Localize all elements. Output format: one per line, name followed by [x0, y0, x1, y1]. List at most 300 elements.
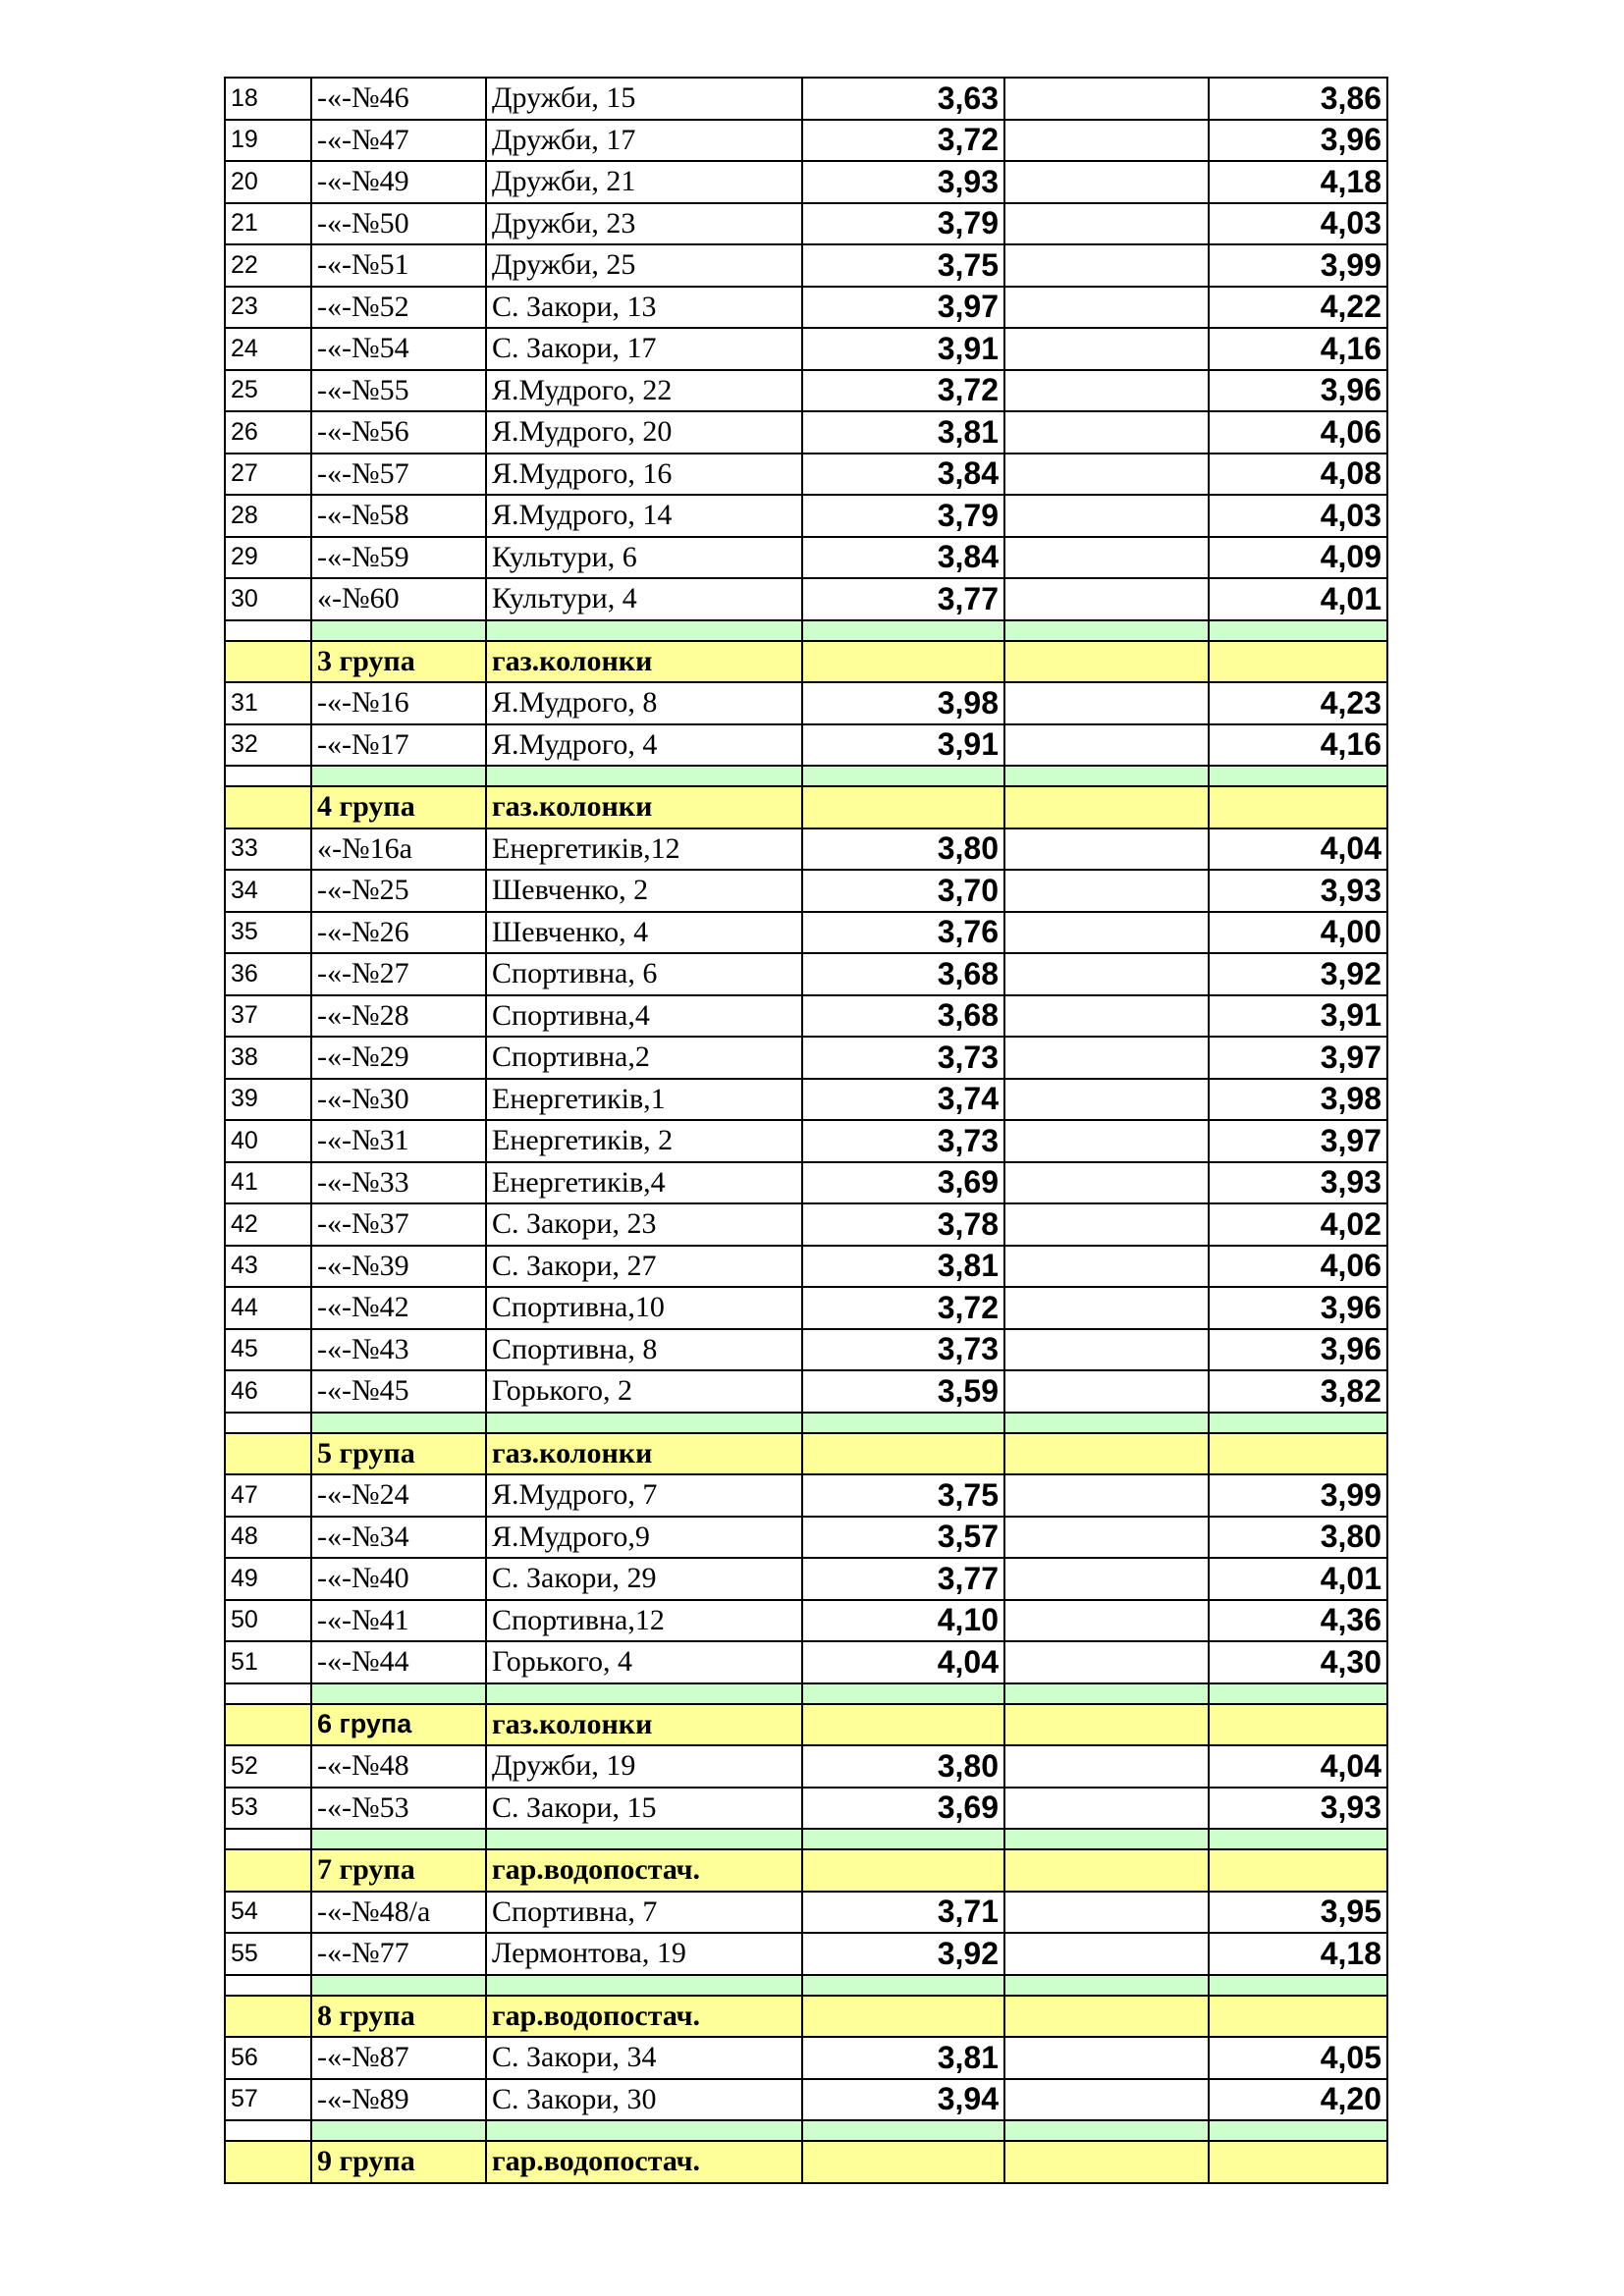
table-row — [225, 724, 1387, 767]
value-2: 4,05 — [1209, 2037, 1387, 2079]
empty-cell — [225, 786, 311, 828]
row-number: 35 — [225, 912, 311, 954]
empty-cell — [802, 1849, 1004, 1892]
empty-cell — [1004, 244, 1209, 287]
meter-code: -«-№28 — [311, 995, 486, 1038]
empty-cell — [1004, 370, 1209, 412]
row-number: 21 — [225, 203, 311, 245]
empty-cell — [1004, 641, 1209, 683]
table-row — [225, 2037, 1387, 2079]
address: Культури, 6 — [486, 537, 802, 579]
meter-code: -«-№56 — [311, 411, 486, 454]
row-number: 36 — [225, 953, 311, 995]
empty-cell — [1004, 1933, 1209, 1975]
row-number: 49 — [225, 1558, 311, 1600]
empty-cell — [1004, 1329, 1209, 1371]
group-description: газ.колонки — [486, 1433, 802, 1475]
spacer-cell — [225, 620, 311, 641]
group-label: 6 група — [311, 1704, 486, 1746]
row-number: 54 — [225, 1892, 311, 1934]
empty-cell — [802, 1704, 1004, 1746]
value-1: 3,74 — [802, 1079, 1004, 1121]
row-number: 37 — [225, 995, 311, 1038]
table-row — [225, 2079, 1387, 2121]
value-1: 3,81 — [802, 411, 1004, 454]
empty-cell — [1004, 1037, 1209, 1079]
address: Лермонтова, 19 — [486, 1933, 802, 1975]
value-1: 3,73 — [802, 1329, 1004, 1371]
value-2: 4,08 — [1209, 454, 1387, 496]
value-1: 3,81 — [802, 1246, 1004, 1288]
table-row — [225, 1558, 1387, 1600]
spacer-cell — [486, 2120, 802, 2141]
spacer-cell — [486, 1683, 802, 1704]
value-2: 3,99 — [1209, 244, 1387, 287]
spacer-cell — [802, 1413, 1004, 1433]
empty-cell — [1004, 1745, 1209, 1788]
value-1: 3,91 — [802, 328, 1004, 370]
address: Спортивна,2 — [486, 1037, 802, 1079]
value-2: 3,95 — [1209, 1892, 1387, 1934]
value-2: 3,98 — [1209, 1079, 1387, 1121]
table-row — [225, 870, 1387, 912]
value-2: 4,36 — [1209, 1600, 1387, 1642]
empty-cell — [1004, 1996, 1209, 2038]
empty-cell — [225, 1433, 311, 1475]
spacer-cell — [311, 766, 486, 786]
row-number: 50 — [225, 1600, 311, 1642]
row-number: 25 — [225, 370, 311, 412]
value-2: 4,09 — [1209, 537, 1387, 579]
row-number: 43 — [225, 1246, 311, 1288]
value-2: 4,20 — [1209, 2079, 1387, 2121]
spacer-cell — [225, 766, 311, 786]
address: Горького, 2 — [486, 1370, 802, 1413]
empty-cell — [1004, 1641, 1209, 1683]
table-row — [225, 1745, 1387, 1788]
meter-code: «-№16а — [311, 828, 486, 871]
row-number: 31 — [225, 682, 311, 724]
group-header-row — [225, 786, 1387, 828]
empty-cell — [1004, 2079, 1209, 2121]
spacer-cell — [802, 1683, 1004, 1704]
table-row — [225, 953, 1387, 995]
value-2: 3,97 — [1209, 1037, 1387, 1079]
empty-cell — [1004, 1370, 1209, 1413]
value-1: 3,84 — [802, 454, 1004, 496]
empty-cell — [1004, 2037, 1209, 2079]
value-2: 4,23 — [1209, 682, 1387, 724]
meter-code: -«-№27 — [311, 953, 486, 995]
empty-cell — [1004, 1287, 1209, 1329]
group-header-row — [225, 1433, 1387, 1475]
meter-code: -«-№53 — [311, 1788, 486, 1830]
spacer-cell — [225, 2120, 311, 2141]
address: Я.Мудрого,9 — [486, 1517, 802, 1559]
meter-code: -«-№58 — [311, 495, 486, 537]
group-description: газ.колонки — [486, 641, 802, 683]
address: Енергетиків,4 — [486, 1162, 802, 1204]
empty-cell — [1209, 1433, 1387, 1475]
address: Спортивна,12 — [486, 1600, 802, 1642]
value-1: 3,68 — [802, 995, 1004, 1038]
value-1: 3,84 — [802, 537, 1004, 579]
value-1: 3,91 — [802, 724, 1004, 767]
value-2: 3,93 — [1209, 870, 1387, 912]
table-row — [225, 1287, 1387, 1329]
spacer-cell — [311, 1413, 486, 1433]
table-row — [225, 328, 1387, 370]
table-row — [225, 1079, 1387, 1121]
value-2: 3,86 — [1209, 78, 1387, 120]
empty-cell — [1004, 828, 1209, 871]
empty-cell — [1004, 1892, 1209, 1934]
value-1: 4,04 — [802, 1641, 1004, 1683]
spacer-row — [225, 1413, 1387, 1433]
empty-cell — [1004, 1849, 1209, 1892]
spacer-row — [225, 2120, 1387, 2141]
address: Дружби, 23 — [486, 203, 802, 245]
row-number: 18 — [225, 78, 311, 120]
group-label: 9 група — [311, 2141, 486, 2183]
empty-cell — [1004, 1433, 1209, 1475]
value-2: 4,04 — [1209, 828, 1387, 871]
table-row — [225, 370, 1387, 412]
spacer-cell — [1004, 1413, 1209, 1433]
meter-code: -«-№48 — [311, 1745, 486, 1788]
table-row — [225, 454, 1387, 496]
value-1: 4,10 — [802, 1600, 1004, 1642]
empty-cell — [1004, 578, 1209, 620]
empty-cell — [1004, 1558, 1209, 1600]
row-number: 53 — [225, 1788, 311, 1830]
row-number: 33 — [225, 828, 311, 871]
row-number: 34 — [225, 870, 311, 912]
empty-cell — [802, 1996, 1004, 2038]
address: Спортивна,10 — [486, 1287, 802, 1329]
value-1: 3,92 — [802, 1933, 1004, 1975]
address: Горького, 4 — [486, 1641, 802, 1683]
empty-cell — [1004, 537, 1209, 579]
group-description: гар.водопостач. — [486, 1996, 802, 2038]
value-2: 3,96 — [1209, 370, 1387, 412]
group-label: 8 група — [311, 1996, 486, 2038]
row-number: 30 — [225, 578, 311, 620]
value-1: 3,93 — [802, 161, 1004, 203]
empty-cell — [1004, 953, 1209, 995]
spacer-row — [225, 1683, 1387, 1704]
tariff-table — [224, 77, 1388, 2184]
meter-code: -«-№51 — [311, 244, 486, 287]
empty-cell — [1209, 786, 1387, 828]
table-row — [225, 161, 1387, 203]
spacer-cell — [1004, 2120, 1209, 2141]
spacer-cell — [1209, 766, 1387, 786]
value-2: 4,06 — [1209, 1246, 1387, 1288]
empty-cell — [1004, 1203, 1209, 1246]
table-row — [225, 120, 1387, 162]
row-number: 39 — [225, 1079, 311, 1121]
meter-code: -«-№49 — [311, 161, 486, 203]
address: Я.Мудрого, 8 — [486, 682, 802, 724]
address: С. Закори, 27 — [486, 1246, 802, 1288]
empty-cell — [1004, 203, 1209, 245]
meter-code: -«-№48/а — [311, 1892, 486, 1934]
meter-code: -«-№87 — [311, 2037, 486, 2079]
table-row — [225, 578, 1387, 620]
empty-cell — [1004, 870, 1209, 912]
value-2: 3,96 — [1209, 1287, 1387, 1329]
value-1: 3,69 — [802, 1788, 1004, 1830]
value-2: 4,00 — [1209, 912, 1387, 954]
group-label: 5 група — [311, 1433, 486, 1475]
address: Дружби, 25 — [486, 244, 802, 287]
row-number: 23 — [225, 287, 311, 329]
row-number: 48 — [225, 1517, 311, 1559]
spacer-row — [225, 766, 1387, 786]
address: Спортивна, 7 — [486, 1892, 802, 1934]
address: Я.Мудрого, 16 — [486, 454, 802, 496]
address: Спортивна,4 — [486, 995, 802, 1038]
value-2: 4,18 — [1209, 161, 1387, 203]
row-number: 55 — [225, 1933, 311, 1975]
spacer-row — [225, 1829, 1387, 1849]
empty-cell — [1004, 411, 1209, 454]
meter-code: -«-№39 — [311, 1246, 486, 1288]
group-label: 7 група — [311, 1849, 486, 1892]
group-description: гар.водопостач. — [486, 2141, 802, 2183]
value-1: 3,94 — [802, 2079, 1004, 2121]
row-number: 42 — [225, 1203, 311, 1246]
spacer-cell — [486, 1829, 802, 1849]
empty-cell — [1209, 1704, 1387, 1746]
row-number: 57 — [225, 2079, 311, 2121]
meter-code: -«-№47 — [311, 120, 486, 162]
meter-code: -«-№29 — [311, 1037, 486, 1079]
address: Енергетиків,12 — [486, 828, 802, 871]
value-2: 3,93 — [1209, 1162, 1387, 1204]
empty-cell — [1209, 1849, 1387, 1892]
address: Енергетиків, 2 — [486, 1120, 802, 1162]
value-2: 4,02 — [1209, 1203, 1387, 1246]
row-number: 45 — [225, 1329, 311, 1371]
meter-code: -«-№16 — [311, 682, 486, 724]
spacer-cell — [1004, 1829, 1209, 1849]
spacer-cell — [802, 766, 1004, 786]
row-number: 26 — [225, 411, 311, 454]
spacer-cell — [311, 620, 486, 641]
meter-code: -«-№24 — [311, 1474, 486, 1517]
empty-cell — [1004, 912, 1209, 954]
empty-cell — [225, 1849, 311, 1892]
table-row — [225, 1892, 1387, 1934]
table-row — [225, 1037, 1387, 1079]
value-1: 3,73 — [802, 1037, 1004, 1079]
row-number: 56 — [225, 2037, 311, 2079]
meter-code: -«-№26 — [311, 912, 486, 954]
row-number: 20 — [225, 161, 311, 203]
address: С. Закори, 13 — [486, 287, 802, 329]
value-1: 3,76 — [802, 912, 1004, 954]
group-description: газ.колонки — [486, 1704, 802, 1746]
value-2: 4,01 — [1209, 578, 1387, 620]
empty-cell — [225, 2141, 311, 2183]
empty-cell — [1004, 995, 1209, 1038]
value-1: 3,77 — [802, 1558, 1004, 1600]
empty-cell — [1004, 1120, 1209, 1162]
meter-code: -«-№30 — [311, 1079, 486, 1121]
meter-code: -«-№54 — [311, 328, 486, 370]
address: Культури, 4 — [486, 578, 802, 620]
address: Спортивна, 6 — [486, 953, 802, 995]
meter-code: -«-№42 — [311, 1287, 486, 1329]
spacer-cell — [486, 1413, 802, 1433]
table-row — [225, 1162, 1387, 1204]
address: Я.Мудрого, 14 — [486, 495, 802, 537]
group-description: газ.колонки — [486, 786, 802, 828]
empty-cell — [1004, 1246, 1209, 1288]
table-row — [225, 537, 1387, 579]
address: Я.Мудрого, 7 — [486, 1474, 802, 1517]
value-1: 3,71 — [802, 1892, 1004, 1934]
empty-cell — [225, 641, 311, 683]
table-row — [225, 1788, 1387, 1830]
table-row — [225, 912, 1387, 954]
address: Я.Мудрого, 4 — [486, 724, 802, 767]
empty-cell — [1209, 641, 1387, 683]
meter-code: -«-№25 — [311, 870, 486, 912]
meter-code: -«-№59 — [311, 537, 486, 579]
value-1: 3,72 — [802, 120, 1004, 162]
value-2: 3,82 — [1209, 1370, 1387, 1413]
address: Дружби, 19 — [486, 1745, 802, 1788]
table-row — [225, 1641, 1387, 1683]
spacer-cell — [802, 2120, 1004, 2141]
value-1: 3,80 — [802, 828, 1004, 871]
spacer-cell — [311, 1683, 486, 1704]
spacer-cell — [1209, 1413, 1387, 1433]
spacer-cell — [311, 1829, 486, 1849]
value-2: 4,16 — [1209, 328, 1387, 370]
value-2: 3,97 — [1209, 1120, 1387, 1162]
row-number: 52 — [225, 1745, 311, 1788]
empty-cell — [1004, 1704, 1209, 1746]
table-row — [225, 1600, 1387, 1642]
empty-cell — [1004, 287, 1209, 329]
address: С. Закори, 17 — [486, 328, 802, 370]
spacer-cell — [1004, 620, 1209, 641]
empty-cell — [1004, 161, 1209, 203]
value-1: 3,79 — [802, 203, 1004, 245]
empty-cell — [1004, 328, 1209, 370]
spacer-cell — [1004, 1683, 1209, 1704]
meter-code: -«-№40 — [311, 1558, 486, 1600]
empty-cell — [1004, 495, 1209, 537]
spacer-cell — [486, 766, 802, 786]
row-number: 29 — [225, 537, 311, 579]
meter-code: -«-№37 — [311, 1203, 486, 1246]
meter-code: -«-№43 — [311, 1329, 486, 1371]
value-2: 3,99 — [1209, 1474, 1387, 1517]
table-body — [225, 78, 1387, 2183]
row-number: 40 — [225, 1120, 311, 1162]
spacer-cell — [225, 1829, 311, 1849]
row-number: 27 — [225, 454, 311, 496]
row-number: 46 — [225, 1370, 311, 1413]
meter-code: -«-№77 — [311, 1933, 486, 1975]
value-1: 3,73 — [802, 1120, 1004, 1162]
value-1: 3,75 — [802, 1474, 1004, 1517]
empty-cell — [802, 2141, 1004, 2183]
table-row — [225, 244, 1387, 287]
spacer-cell — [802, 1975, 1004, 1996]
row-number: 41 — [225, 1162, 311, 1204]
value-1: 3,98 — [802, 682, 1004, 724]
value-1: 3,77 — [802, 578, 1004, 620]
value-1: 3,70 — [802, 870, 1004, 912]
spacer-cell — [1004, 1975, 1209, 1996]
spacer-row — [225, 620, 1387, 641]
address: С. Закори, 29 — [486, 1558, 802, 1600]
empty-cell — [1209, 2141, 1387, 2183]
value-1: 3,63 — [802, 78, 1004, 120]
meter-code: -«-№52 — [311, 287, 486, 329]
address: Дружби, 15 — [486, 78, 802, 120]
row-number: 51 — [225, 1641, 311, 1683]
group-header-row — [225, 1996, 1387, 2038]
value-1: 3,78 — [802, 1203, 1004, 1246]
spacer-cell — [1209, 620, 1387, 641]
value-1: 3,79 — [802, 495, 1004, 537]
group-header-row — [225, 2141, 1387, 2183]
value-1: 3,59 — [802, 1370, 1004, 1413]
spacer-cell — [311, 1975, 486, 1996]
spacer-cell — [311, 2120, 486, 2141]
table-row — [225, 1370, 1387, 1413]
table-row — [225, 1246, 1387, 1288]
group-header-row — [225, 641, 1387, 683]
address: С. Закори, 34 — [486, 2037, 802, 2079]
spacer-row — [225, 1975, 1387, 1996]
value-2: 3,96 — [1209, 1329, 1387, 1371]
empty-cell — [1004, 1600, 1209, 1642]
table-row — [225, 1474, 1387, 1517]
table-row — [225, 1203, 1387, 1246]
table-row — [225, 495, 1387, 537]
value-1: 3,81 — [802, 2037, 1004, 2079]
group-header-row — [225, 1849, 1387, 1892]
address: Шевченко, 2 — [486, 870, 802, 912]
table-row — [225, 287, 1387, 329]
spacer-cell — [1004, 766, 1209, 786]
address: Енергетиків,1 — [486, 1079, 802, 1121]
empty-cell — [1004, 786, 1209, 828]
spacer-cell — [1209, 2120, 1387, 2141]
group-description: гар.водопостач. — [486, 1849, 802, 1892]
meter-code: -«-№44 — [311, 1641, 486, 1683]
empty-cell — [1004, 120, 1209, 162]
empty-cell — [1004, 454, 1209, 496]
address: Дружби, 21 — [486, 161, 802, 203]
empty-cell — [1004, 78, 1209, 120]
address: Я.Мудрого, 20 — [486, 411, 802, 454]
value-2: 4,22 — [1209, 287, 1387, 329]
table-row — [225, 78, 1387, 120]
meter-code: -«-№50 — [311, 203, 486, 245]
row-number: 22 — [225, 244, 311, 287]
row-number: 24 — [225, 328, 311, 370]
empty-cell — [1004, 682, 1209, 724]
